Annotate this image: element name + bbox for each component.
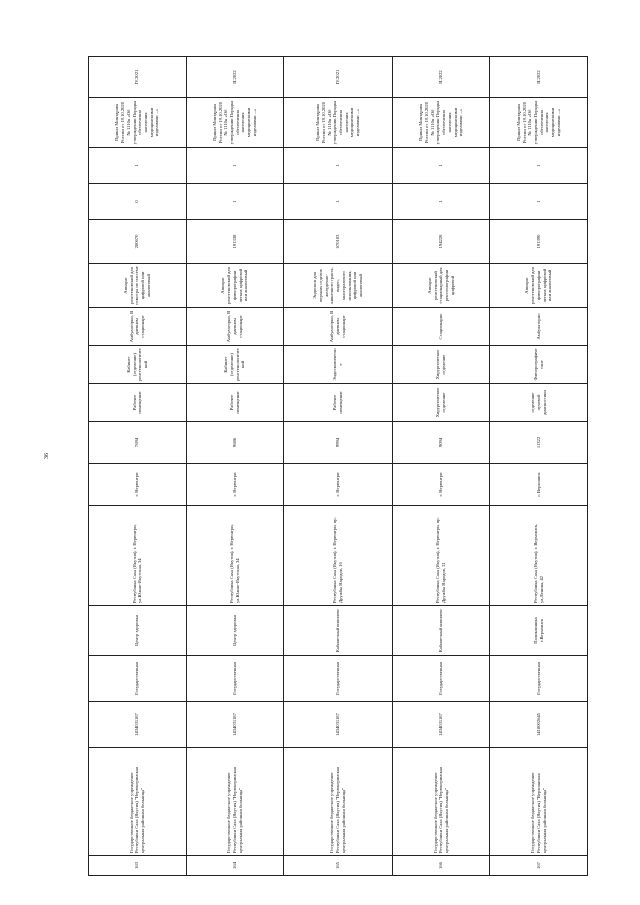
cost: 191338 <box>186 220 284 264</box>
department: Рабочее помещение <box>89 384 187 422</box>
row-number: 163 <box>89 856 187 876</box>
quantity: 1 <box>490 184 588 220</box>
purpose: Аппарат рентгеновский для осмотра по системе цифровой или аналоговый <box>89 264 187 308</box>
quantity-2: 1 <box>284 148 393 184</box>
ownership: Государственная <box>490 656 588 702</box>
row-number: 166 <box>392 856 490 876</box>
purpose: Аппарат рентгеновский для флюорографии легких цифровой или аналоговый <box>186 264 284 308</box>
period: IV.2021 <box>89 57 187 98</box>
room: Флюорографическое <box>490 346 588 384</box>
address: Республика Саха (Якутия), г. Нерюнгри, пр. Дружбы Народов, 21 <box>392 506 490 606</box>
population: 11322 <box>490 422 588 464</box>
rotated-table <box>88 58 588 876</box>
department: отделение лучевой диагностики <box>490 384 588 422</box>
ownership: Государственная <box>284 656 393 702</box>
page-number: 36 <box>44 453 50 459</box>
period: IV.2021 <box>284 57 393 98</box>
population: 9994 <box>284 422 393 464</box>
address: Республика Саха (Якутия), г. Нерюнгри, ул.Южно-Якутская, 34 <box>186 506 284 606</box>
quantity: 1 <box>284 184 393 220</box>
document: Приказ Минздрава России от 19.10.2020 № 1110н «Об утверждении Порядка обеспечения населения медицинскими изделиями ...» <box>89 98 187 148</box>
settlement: г. Верхоянск <box>490 464 588 506</box>
organization-name: Государственное бюджетное учреждение Республики Саха (Якутия) "Нерюнгринская центральная районная больница" <box>392 748 490 856</box>
room: Кабинет (отделение) рентгенологический <box>89 346 187 384</box>
row-number: 165 <box>284 856 393 876</box>
organization-name: Государственное бюджетное учреждение Республики Саха (Якутия) "Нерюнгринская центральная районная больница" <box>284 748 393 856</box>
quantity-2: 1 <box>490 148 588 184</box>
settlement: г. Нерюнгри <box>89 464 187 506</box>
settlement: г. Нерюнгри <box>392 464 490 506</box>
purpose: Эндоскоп для верхних отделов желудочно-кишечного тракта, видео, многоразового использования, цифровой или аналоговый <box>284 264 393 308</box>
address: Республика Саха (Якутия), г. Нерюнгри, ул.Южно-Якутская, 34 <box>89 506 187 606</box>
equipment-type: Амбулаторно, В дневном стационаре <box>186 308 284 346</box>
equipment-type: Амбулаторно <box>490 308 588 346</box>
organization-name: Государственное бюджетное учреждение Республики Саха (Якутия) "Нерюнгринская центральная районная больница" <box>89 748 187 856</box>
population: 9094 <box>392 422 490 464</box>
population: 9686 <box>186 422 284 464</box>
address: Республика Саха (Якутия), г. Нерюнгри, пр. Дружбы Народов, 16 <box>284 506 393 606</box>
table-row <box>284 57 393 876</box>
inn: 1434031187 <box>89 702 187 748</box>
document: Приказ Минздрава России от 19.10.2020 № 1110н «Об утверждении Порядка обеспечения населения медицинскими изделиями ...» <box>392 98 490 148</box>
quantity-2: 1 <box>186 148 284 184</box>
period: II.2022 <box>392 57 490 98</box>
org-type: Поликлиника г.Верхоянск <box>490 606 588 656</box>
quantity: 1 <box>392 184 490 220</box>
cost: 191390 <box>490 220 588 264</box>
inn: 1418002645 <box>490 702 588 748</box>
row-number: 164 <box>186 856 284 876</box>
ownership: Государственная <box>186 656 284 702</box>
equipment-type: Амбулаторно, В дневном стационаре <box>284 308 393 346</box>
table-row <box>392 57 490 876</box>
org-type: Кабинетный комплекс <box>392 606 490 656</box>
quantity-2: 1 <box>392 148 490 184</box>
quantity: 1 <box>186 184 284 220</box>
period: II.2022 <box>490 57 588 98</box>
purpose: Аппарат рентгеновский стационарный для рентгенографии цифровой <box>392 264 490 308</box>
document: Приказ Минздрава России от 19.10.2020 № 1110н «Об утверждении Порядка обеспечения населения медицинскими изделиями ...» <box>186 98 284 148</box>
department: Хирургическое отделение <box>392 384 490 422</box>
table-row <box>186 57 284 876</box>
table-row <box>490 57 588 876</box>
address: Республика Саха (Якутия), г. Верхоянск, ул.Ленина, 42 <box>490 506 588 606</box>
table-wrapper <box>88 58 588 876</box>
equipment-type: Амбулаторно, В дневном стационаре <box>89 308 187 346</box>
cost: 194228 <box>392 220 490 264</box>
department: Рабочее помещение <box>284 384 393 422</box>
organization-name: Государственное бюджетное учреждение Республики Саха (Якутия) "Верхоянская центральная районная больница" <box>490 748 588 856</box>
quantity: 0 <box>89 184 187 220</box>
room: Эндоскопическое <box>284 346 393 384</box>
document: Приказ Минздрава России от 19.10.2020 № 1110н «Об утверждении Порядка обеспечения населения медицинскими изделиями ...» <box>284 98 393 148</box>
ownership: Государственная <box>392 656 490 702</box>
purpose: Аппарат рентгеновский для флюорографии легких цифровой или аналоговый <box>490 264 588 308</box>
quantity-2: 1 <box>89 148 187 184</box>
period: II.2022 <box>186 57 284 98</box>
row-number: 167 <box>490 856 588 876</box>
document: Приказ Минздрава России от 19.10.2020 № 1110н «Об утверждении Порядка обеспечения населения медицинскими изделиями ...» <box>490 98 588 148</box>
department: Рабочее помещение <box>186 384 284 422</box>
room: Кабинет (отделение) рентгенологический <box>186 346 284 384</box>
equipment-table <box>88 56 588 876</box>
inn: 1434031187 <box>284 702 393 748</box>
org-type: Центр здоровья <box>186 606 284 656</box>
cost: 200670 <box>89 220 187 264</box>
equipment-type: Стационарно <box>392 308 490 346</box>
ownership: Государственная <box>89 656 187 702</box>
settlement: г. Нерюнгри <box>186 464 284 506</box>
settlement: г. Нерюнгри <box>284 464 393 506</box>
org-type: Кабинетный комплекс <box>284 606 393 656</box>
inn: 1434031187 <box>392 702 490 748</box>
organization-name: Государственное бюджетное учреждение Республики Саха (Якутия) "Нерюнгринская центральная районная больница" <box>186 748 284 856</box>
org-type: Центр здоровья <box>89 606 187 656</box>
cost: 670183 <box>284 220 393 264</box>
table-row <box>89 57 187 876</box>
inn: 1434031187 <box>186 702 284 748</box>
population: 7694 <box>89 422 187 464</box>
room: Хирургическое отделение <box>392 346 490 384</box>
